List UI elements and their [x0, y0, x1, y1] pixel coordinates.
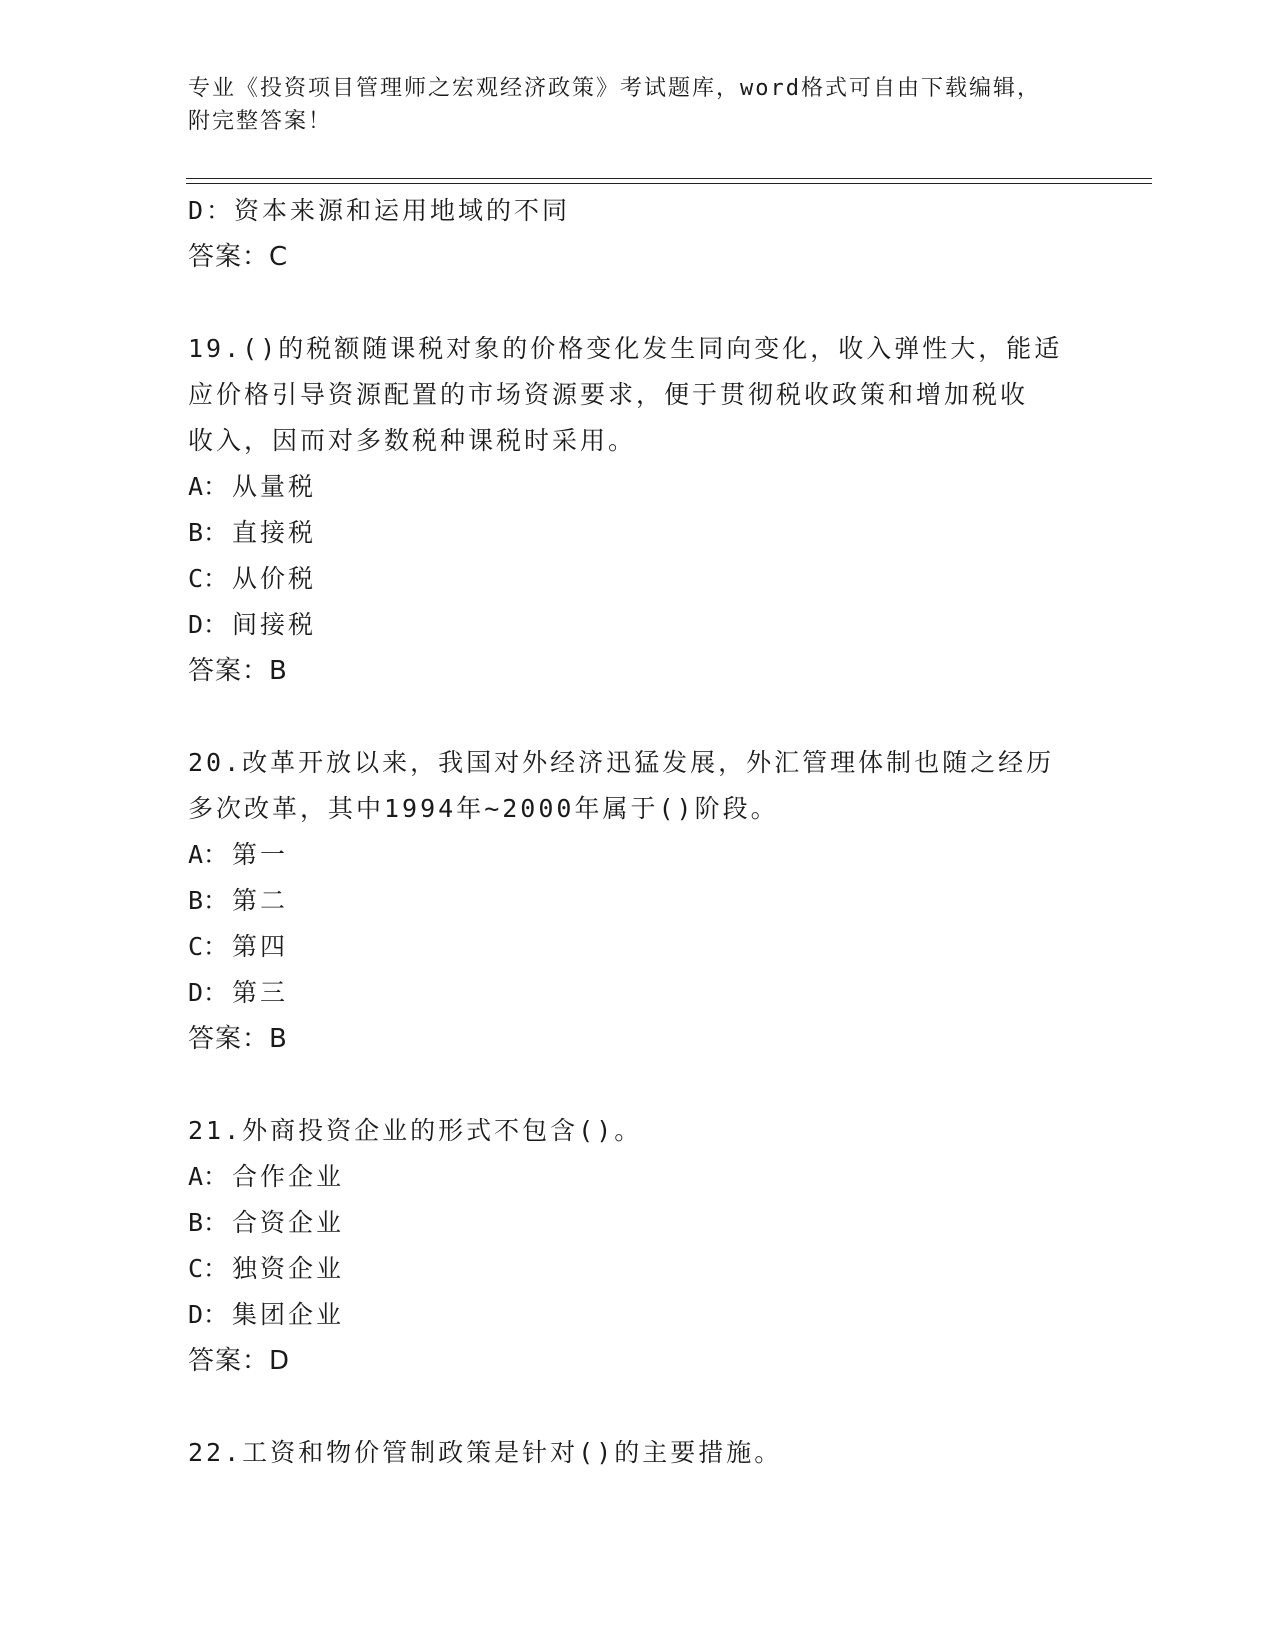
- option-letter: C：: [188, 1254, 229, 1283]
- option-d: [188, 602, 1088, 648]
- option-d: D：资本来源和运用地域的不同: [188, 196, 571, 225]
- option-letter: D：: [188, 978, 229, 1007]
- option-letter: B：: [188, 886, 229, 915]
- question-block-20: [188, 740, 1088, 1062]
- option-letter: B：: [188, 518, 229, 547]
- question-block-21: [188, 1108, 1088, 1384]
- question-block-22: [188, 1430, 1088, 1476]
- spacer: [188, 694, 1088, 740]
- option-text: 独资企业: [232, 1254, 345, 1283]
- option-text: 直接税: [232, 518, 317, 547]
- option-b: [188, 878, 1088, 924]
- header-divider: [186, 183, 1152, 184]
- spacer: [188, 1384, 1088, 1430]
- option-d: [188, 970, 1088, 1016]
- question-block-18-tail: [188, 188, 1088, 280]
- question-line: 多次改革，其中1994年~2000年属于()阶段。: [188, 794, 779, 823]
- option-text: 第二: [232, 886, 289, 915]
- question-text: [188, 1108, 1088, 1154]
- option-text: 第一: [232, 840, 289, 869]
- question-line: 20.改革开放以来，我国对外经济迅猛发展，外汇管理体制也随之经历: [188, 748, 1055, 777]
- option-text: 第四: [232, 932, 289, 961]
- option-b: [188, 1200, 1088, 1246]
- document-header: [188, 72, 1088, 138]
- option-letter: C：: [188, 932, 229, 961]
- option-text: 从价税: [232, 564, 317, 593]
- option-c: [188, 1246, 1088, 1292]
- option-letter: C：: [188, 564, 229, 593]
- answer-line: 答案：B: [188, 1024, 288, 1054]
- question-line: 收入，因而对多数税种课税时采用。: [188, 426, 637, 455]
- header-line: 附完整答案！: [188, 109, 333, 134]
- option-text: 间接税: [232, 610, 317, 639]
- option-letter: B：: [188, 1208, 229, 1237]
- question-block-19: [188, 326, 1088, 694]
- option-a: [188, 832, 1088, 878]
- option-b: [188, 510, 1088, 556]
- question-line: 21.外商投资企业的形式不包含()。: [188, 1116, 643, 1145]
- option-text: 从量税: [232, 472, 317, 501]
- option-letter: A：: [188, 1162, 229, 1191]
- option-a: [188, 464, 1088, 510]
- option-letter: D：: [188, 610, 229, 639]
- option-letter: A：: [188, 472, 229, 501]
- answer-line: 答案：B: [188, 656, 288, 686]
- question-text: [188, 326, 1088, 464]
- question-text: [188, 1430, 1088, 1476]
- option-letter: A：: [188, 840, 229, 869]
- question-list: [188, 188, 1088, 1476]
- option-c: [188, 924, 1088, 970]
- spacer: [188, 280, 1088, 326]
- header-divider: [186, 178, 1152, 179]
- question-text: [188, 740, 1088, 832]
- option-a: [188, 1154, 1088, 1200]
- option-text: 第三: [232, 978, 289, 1007]
- question-line: 应价格引导资源配置的市场资源要求，便于贯彻税收政策和增加税收: [188, 380, 1029, 409]
- answer-line: 答案：C: [188, 242, 289, 272]
- question-line: 19.()的税额随课税对象的价格变化发生同向变化，收入弹性大，能适: [188, 334, 1063, 363]
- option-c: [188, 556, 1088, 602]
- header-line: 专业《投资项目管理师之宏观经济政策》考试题库，word格式可自由下载编辑，: [188, 76, 1041, 101]
- option-text: 合资企业: [232, 1208, 345, 1237]
- option-text: 集团企业: [232, 1300, 345, 1329]
- option-letter: D：: [188, 1300, 229, 1329]
- option-text: 合作企业: [232, 1162, 345, 1191]
- answer-line: 答案：D: [188, 1346, 291, 1376]
- spacer: [188, 1062, 1088, 1108]
- option-d: [188, 1292, 1088, 1338]
- question-line: 22.工资和物价管制政策是针对()的主要措施。: [188, 1438, 783, 1467]
